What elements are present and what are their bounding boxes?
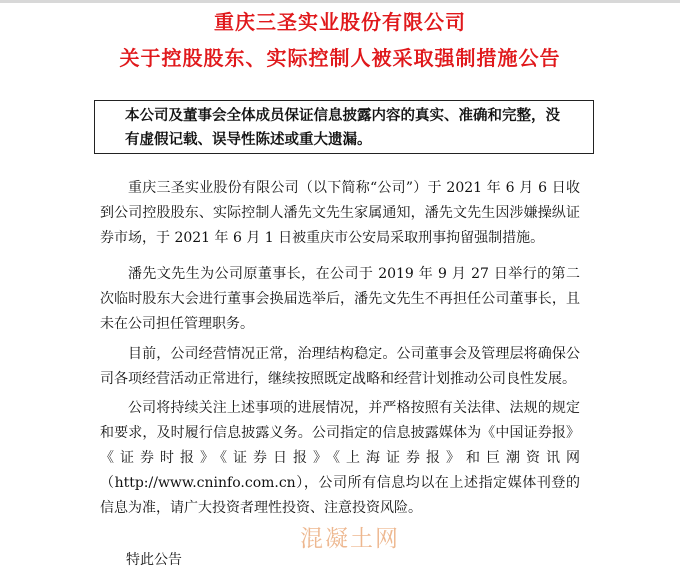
paragraph-disclosure-media: 公司将持续关注上述事项的进展情况，并严格按照有关法律、法规的规定和要求，及时履行信息披露义务。公司指定的信息披露媒体为《中国证券报》《证券时报》《证券日报》《上海证券报》和巨潮资讯网（http://www.cninfo.com.cn），公司所有信息均以在上述指定媒体刊登的信息为准，请广大投资者理性投资、注意投资风险。 xyxy=(100,400,580,516)
paragraph-former-chairman: 潘先文先生为公司原董事长，在公司于 2019 年 9 月 27 日举行的第二次临时股东大会进行董事会换届选举后，潘先文先生不再担任公司董事长，且未在公司担任管理职务。 xyxy=(100,266,580,332)
announcement-title: 关于控股股东、实际控制人被采取强制措施公告 xyxy=(119,46,561,70)
closing-text: 特此公告 xyxy=(126,552,182,568)
paragraph-detention-notice: 重庆三圣实业股份有限公司（以下简称“公司”）于 2021 年 6 月 6 日收到公司控股股东、实际控制人潘先文先生家属通知，潘先文先生因涉嫌操纵证券市场，于 2021 年 6 月 1 日被重庆市公安局采取刑事拘留强制措施。 xyxy=(100,180,580,246)
company-title: 重庆三圣实业股份有限公司 xyxy=(214,10,466,34)
top-border xyxy=(0,0,680,3)
disclaimer-box xyxy=(94,100,594,154)
paragraph-operations-normal: 目前，公司经营情况正常，治理结构稳定。公司董事会及管理层将确保公司各项经营活动正常进行，继续按照既定战略和经营计划推动公司良性发展。 xyxy=(100,346,580,387)
disclaimer-text: 本公司及董事会全体成员保证信息披露内容的真实、准确和完整，没有虚假记载、误导性陈述或重大遗漏。 xyxy=(125,107,560,148)
watermark-logo: 混凝土网 xyxy=(300,526,400,552)
